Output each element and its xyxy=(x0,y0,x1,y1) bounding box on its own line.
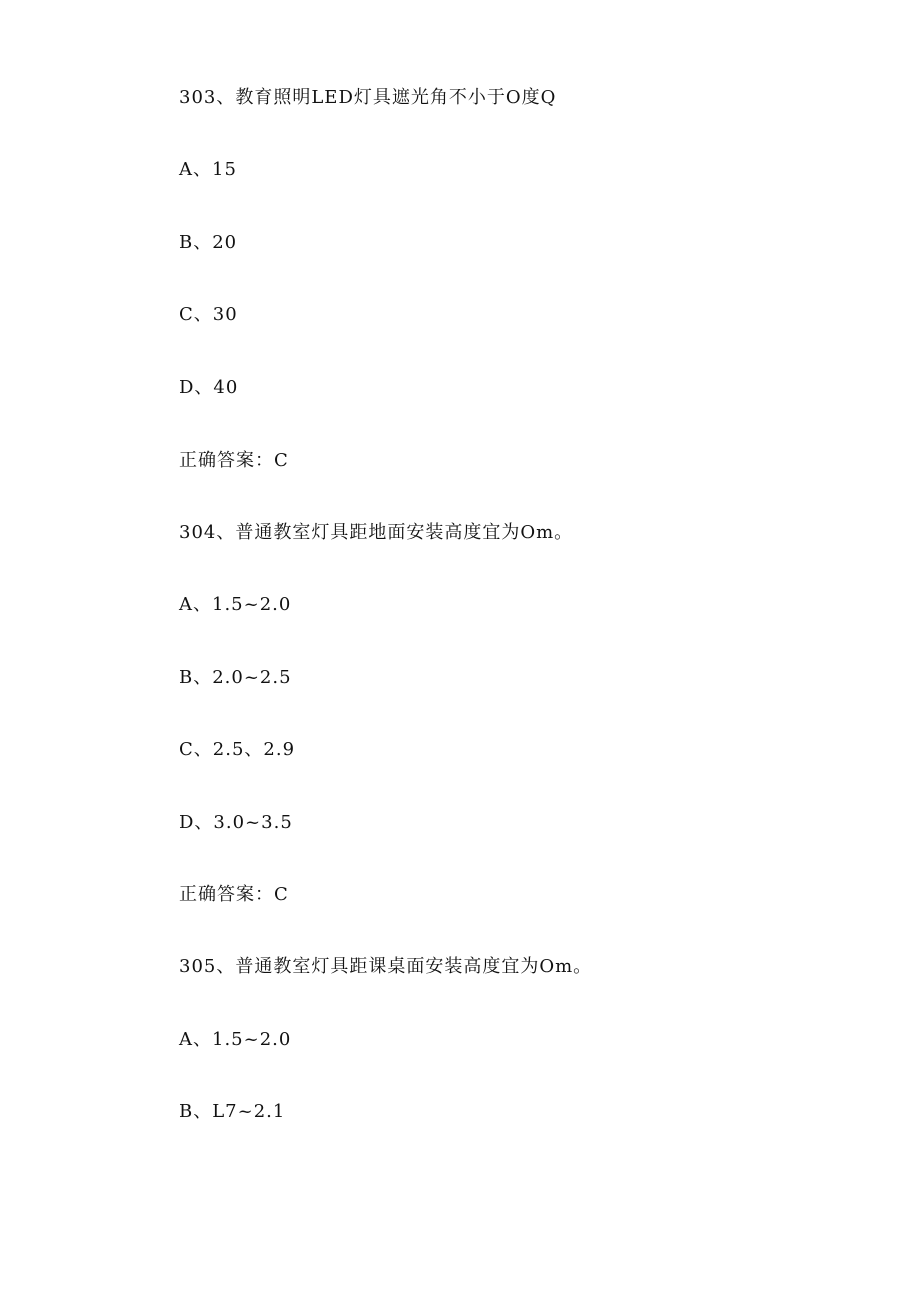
question-305-option-b: B、L7~2.1 xyxy=(179,1101,286,1122)
question-304-answer: 正确答案：C xyxy=(179,884,289,905)
question-303-answer: 正确答案：C xyxy=(179,450,289,471)
question-304-stem: 304、普通教室灯具距地面安装高度宜为Om。 xyxy=(179,522,574,543)
question-303-stem: 303、教育照明LED灯具遮光角不小于O度Q xyxy=(179,87,557,108)
question-303-option-c: C、30 xyxy=(179,304,238,325)
question-303-option-a: A、15 xyxy=(179,159,237,180)
question-304-option-d: D、3.0~3.5 xyxy=(179,812,293,833)
question-304-option-c: C、2.5、2.9 xyxy=(179,739,296,760)
question-303-option-b: B、20 xyxy=(179,232,238,253)
question-305-stem: 305、普通教室灯具距课桌面安装高度宜为Om。 xyxy=(179,956,593,977)
question-305-option-a: A、1.5~2.0 xyxy=(179,1029,292,1050)
question-304-option-b: B、2.0~2.5 xyxy=(179,667,292,688)
question-304-option-a: A、1.5~2.0 xyxy=(179,594,292,615)
question-303-option-d: D、40 xyxy=(179,377,239,398)
